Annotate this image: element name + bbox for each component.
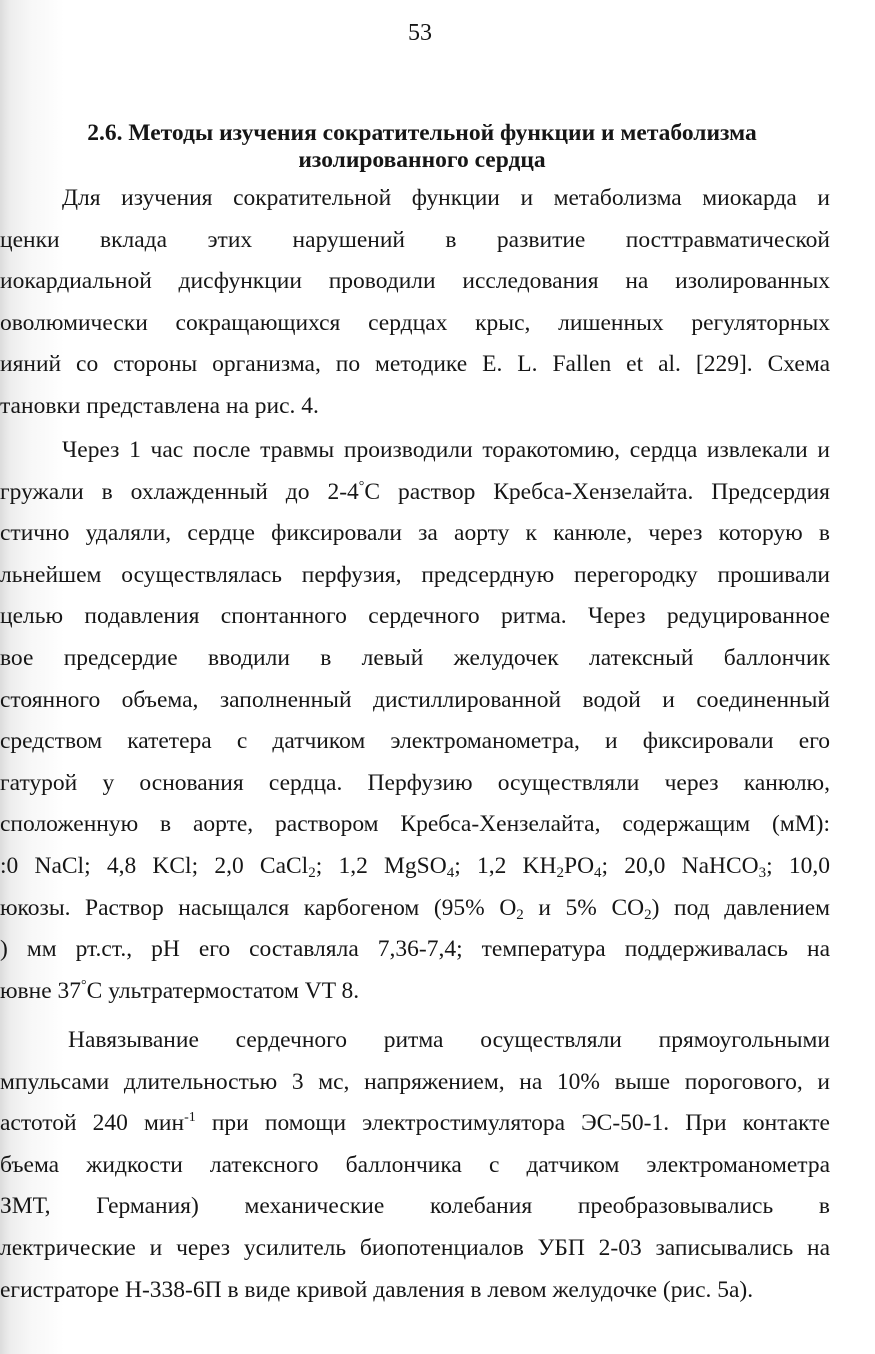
section-heading-line-2: изолированного сердца bbox=[298, 147, 546, 173]
text-line: егистраторе Н-338-6П в виде кривой давления в левом желудочке (рис. 5а). bbox=[0, 1276, 754, 1303]
text-line: Для изучения сократительной функции и метаболизма миокарда и bbox=[62, 185, 830, 211]
text-line: стоянного объема, заполненный дистиллированной водой и соединенный bbox=[0, 686, 830, 713]
paragraph-2 bbox=[0, 430, 830, 1012]
text-line: льнейшем осуществлялась перфузия, предсердную перегородку прошивали bbox=[0, 561, 830, 588]
text-line: бъема жидкости латексного баллончика с датчиком электроманометра bbox=[0, 1151, 830, 1178]
text-line: Навязывание сердечного ритма осуществляли прямоугольными bbox=[68, 1027, 830, 1053]
text-line: Через 1 час после травмы производили торакотомию, сердца извлекали и bbox=[62, 437, 830, 463]
text-line: гружали в охлажденный до 2-4°С раствор Кребса-Хензелайта. Предсердия bbox=[0, 478, 830, 505]
text-line: вое предсердие вводили в левый желудочек латексный баллончик bbox=[0, 644, 830, 671]
text-line: юкозы. Раствор насыщался карбогеном (95% $O_2$ и 5% $CO_2$) под давлением bbox=[0, 894, 830, 923]
text-line: ценки вклада этих нарушений в развитие посттравматической bbox=[0, 226, 830, 253]
text-line: ияний со стороны организма, по методике E. L. Fallen et al. [229]. Схема bbox=[0, 351, 830, 378]
text-line: :0 NaCl; 4,8 KCl; 2,0 CaCl$_2$; 1,2 MgSO$_4$; 1,2 $KH_2PO_4$; 20,0 NaHCO$_3$; 10,0 bbox=[0, 852, 830, 881]
section-heading bbox=[72, 120, 772, 174]
text-line: лектрические и через усилитель биопотенциалов УБП 2-03 записывались на bbox=[0, 1234, 830, 1261]
text-line: гатурой у основания сердца. Перфузию осуществляли через канюлю, bbox=[0, 769, 830, 796]
text-line: сположенную в аорте, раствором Кребса-Хензелайта, содержащим (мМ): bbox=[0, 811, 830, 838]
text-line: оволюмически сокращающихся сердцах крыс, лишенных регуляторных bbox=[0, 309, 830, 336]
text-line: ЗМТ, Германия) механические колебания преобразовывались в bbox=[0, 1193, 830, 1220]
text-line: мпульсами длительностью 3 мс, напряжением, на 10% выше порогового, и bbox=[0, 1068, 830, 1095]
text-line: средством катетера с датчиком электроманометра, и фиксировали его bbox=[0, 728, 830, 755]
text-line: стично удаляли, сердце фиксировали за аорту к канюле, через которую в bbox=[0, 520, 830, 547]
page-number: 53 bbox=[408, 20, 432, 46]
text-line: ювне 37°С ультратермостатом VT 8. bbox=[0, 977, 360, 1004]
text-line: астотой 240 мин$^{-1}$ при помощи электростимулятора ЭС-50-1. При контакте bbox=[0, 1110, 830, 1137]
text-line: иокардиальной дисфункции проводили исследования на изолированных bbox=[0, 268, 830, 295]
text-line: ) мм рт.ст., pH его составляла 7,36-7,4; температура поддерживалась на bbox=[0, 936, 830, 963]
text-line: целью подавления спонтанного сердечного ритма. Через редуцированное bbox=[0, 603, 830, 630]
paragraph-3 bbox=[0, 1020, 830, 1311]
section-heading-line-1: 2.6. Методы изучения сократительной функции и метаболизма bbox=[87, 120, 757, 146]
text-line: тановки представлена на рис. 4. bbox=[0, 392, 319, 419]
paragraph-1 bbox=[0, 178, 830, 428]
